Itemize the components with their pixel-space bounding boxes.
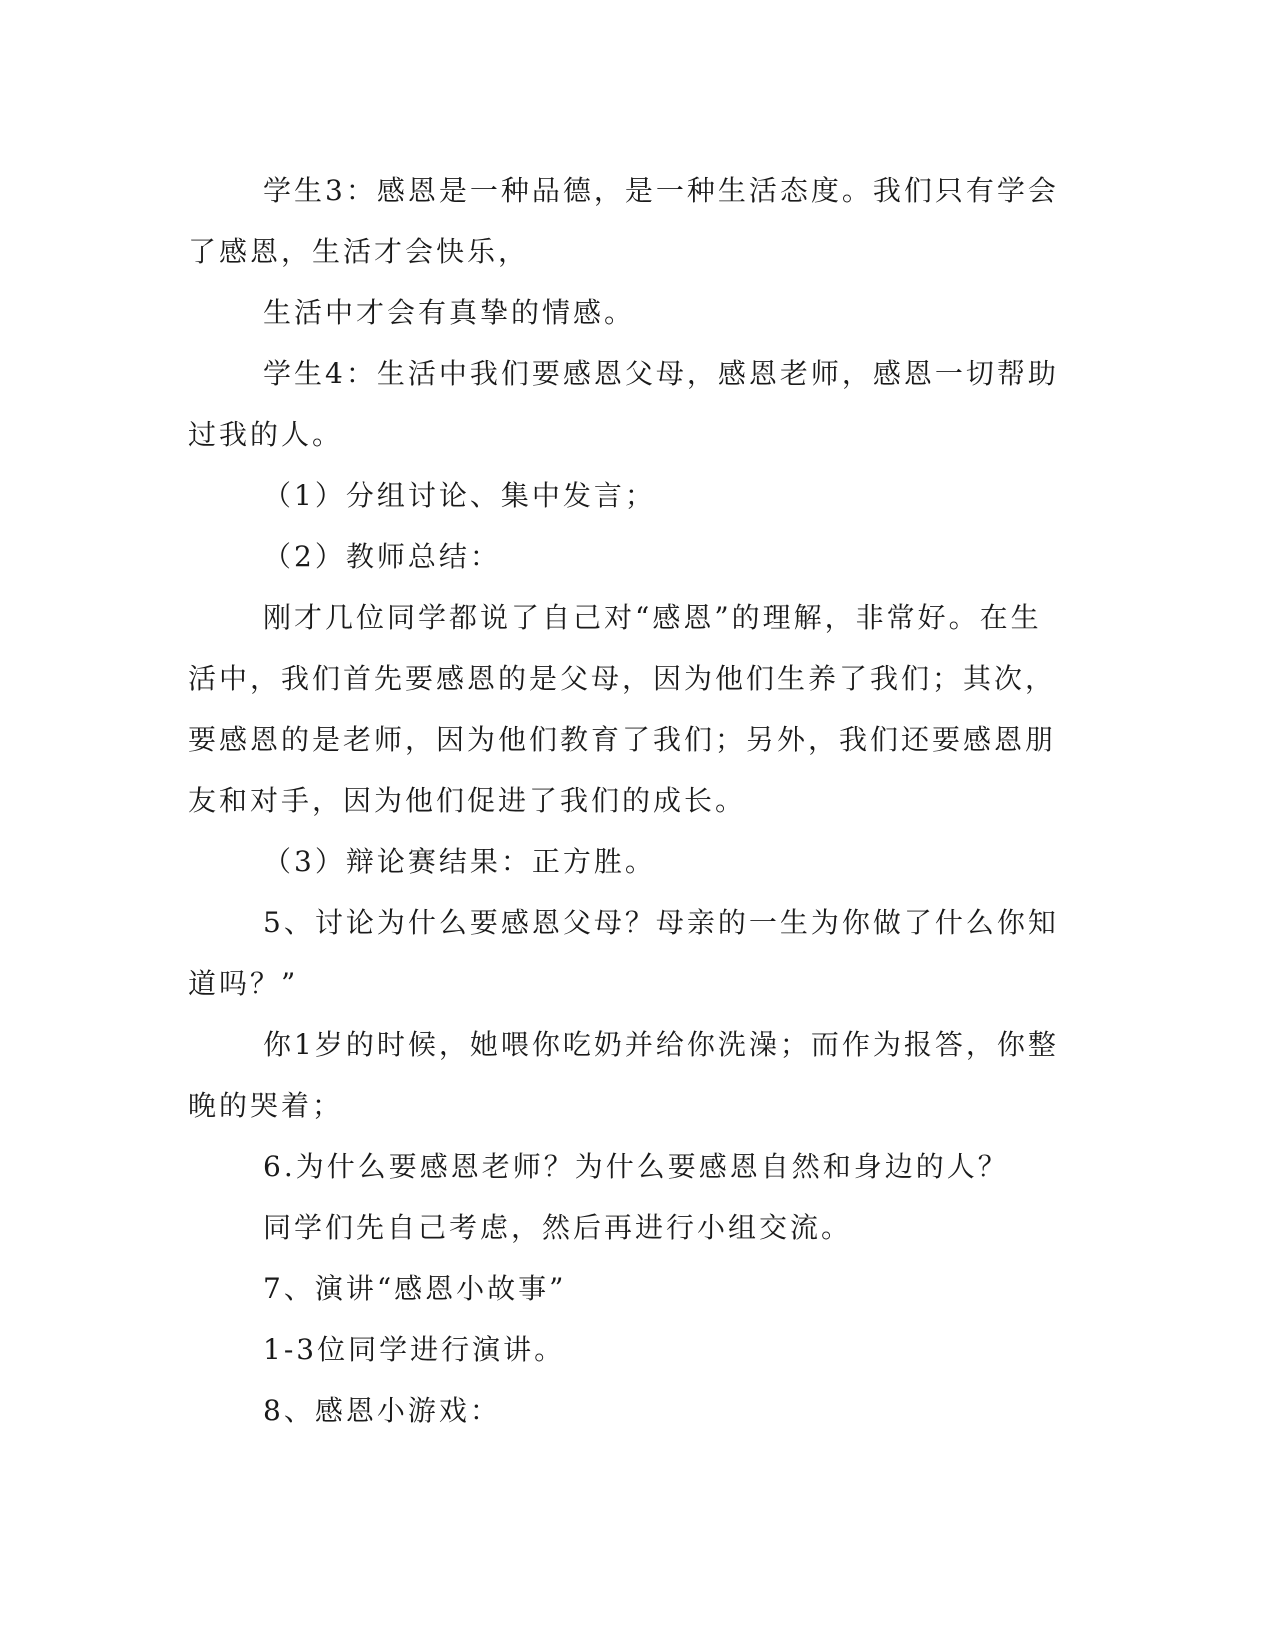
paragraph-age-one: 你1岁的时候，她喂你吃奶并给你洗澡；而作为报答，你整晚的哭着； (188, 1028, 1059, 1122)
paragraph-student-4: 学生4：生活中我们要感恩父母，感恩老师，感恩一切帮助过我的人。 (188, 357, 1059, 451)
document-body (188, 160, 1068, 1441)
paragraph-debate-result: （3）辩论赛结果：正方胜。 (263, 845, 656, 878)
paragraph-item-8: 8、感恩小游戏： (263, 1394, 501, 1427)
paragraph-teacher-summary-heading: （2）教师总结： (263, 540, 501, 573)
paragraph-item-7: 7、演讲“感恩小故事” (263, 1272, 567, 1305)
paragraph-item-6: 6.为什么要感恩老师？为什么要感恩自然和身边的人？ (263, 1150, 1009, 1183)
paragraph-item-5: 5、讨论为什么要感恩父母？母亲的一生为你做了什么你知道吗？” (188, 906, 1059, 1000)
paragraph-speeches: 1-3位同学进行演讲。 (263, 1333, 566, 1366)
paragraph-sincere-emotion: 生活中才会有真挚的情感。 (263, 296, 636, 329)
paragraph-student-3: 学生3：感恩是一种品德，是一种生活态度。我们只有学会了感恩，生活才会快乐， (188, 174, 1059, 268)
paragraph-teacher-summary: 刚才几位同学都说了自己对“感恩”的理解，非常好。在生活中，我们首先要感恩的是父母，因为他们生养了我们；其次，要感恩的是老师，因为他们教育了我们；另外，我们还要感恩朋友和对手，因为他们促进了我们的成长。 (188, 601, 1057, 817)
paragraph-think-first: 同学们先自己考虑，然后再进行小组交流。 (263, 1211, 853, 1244)
paragraph-group-discussion: （1）分组讨论、集中发言； (263, 479, 656, 512)
